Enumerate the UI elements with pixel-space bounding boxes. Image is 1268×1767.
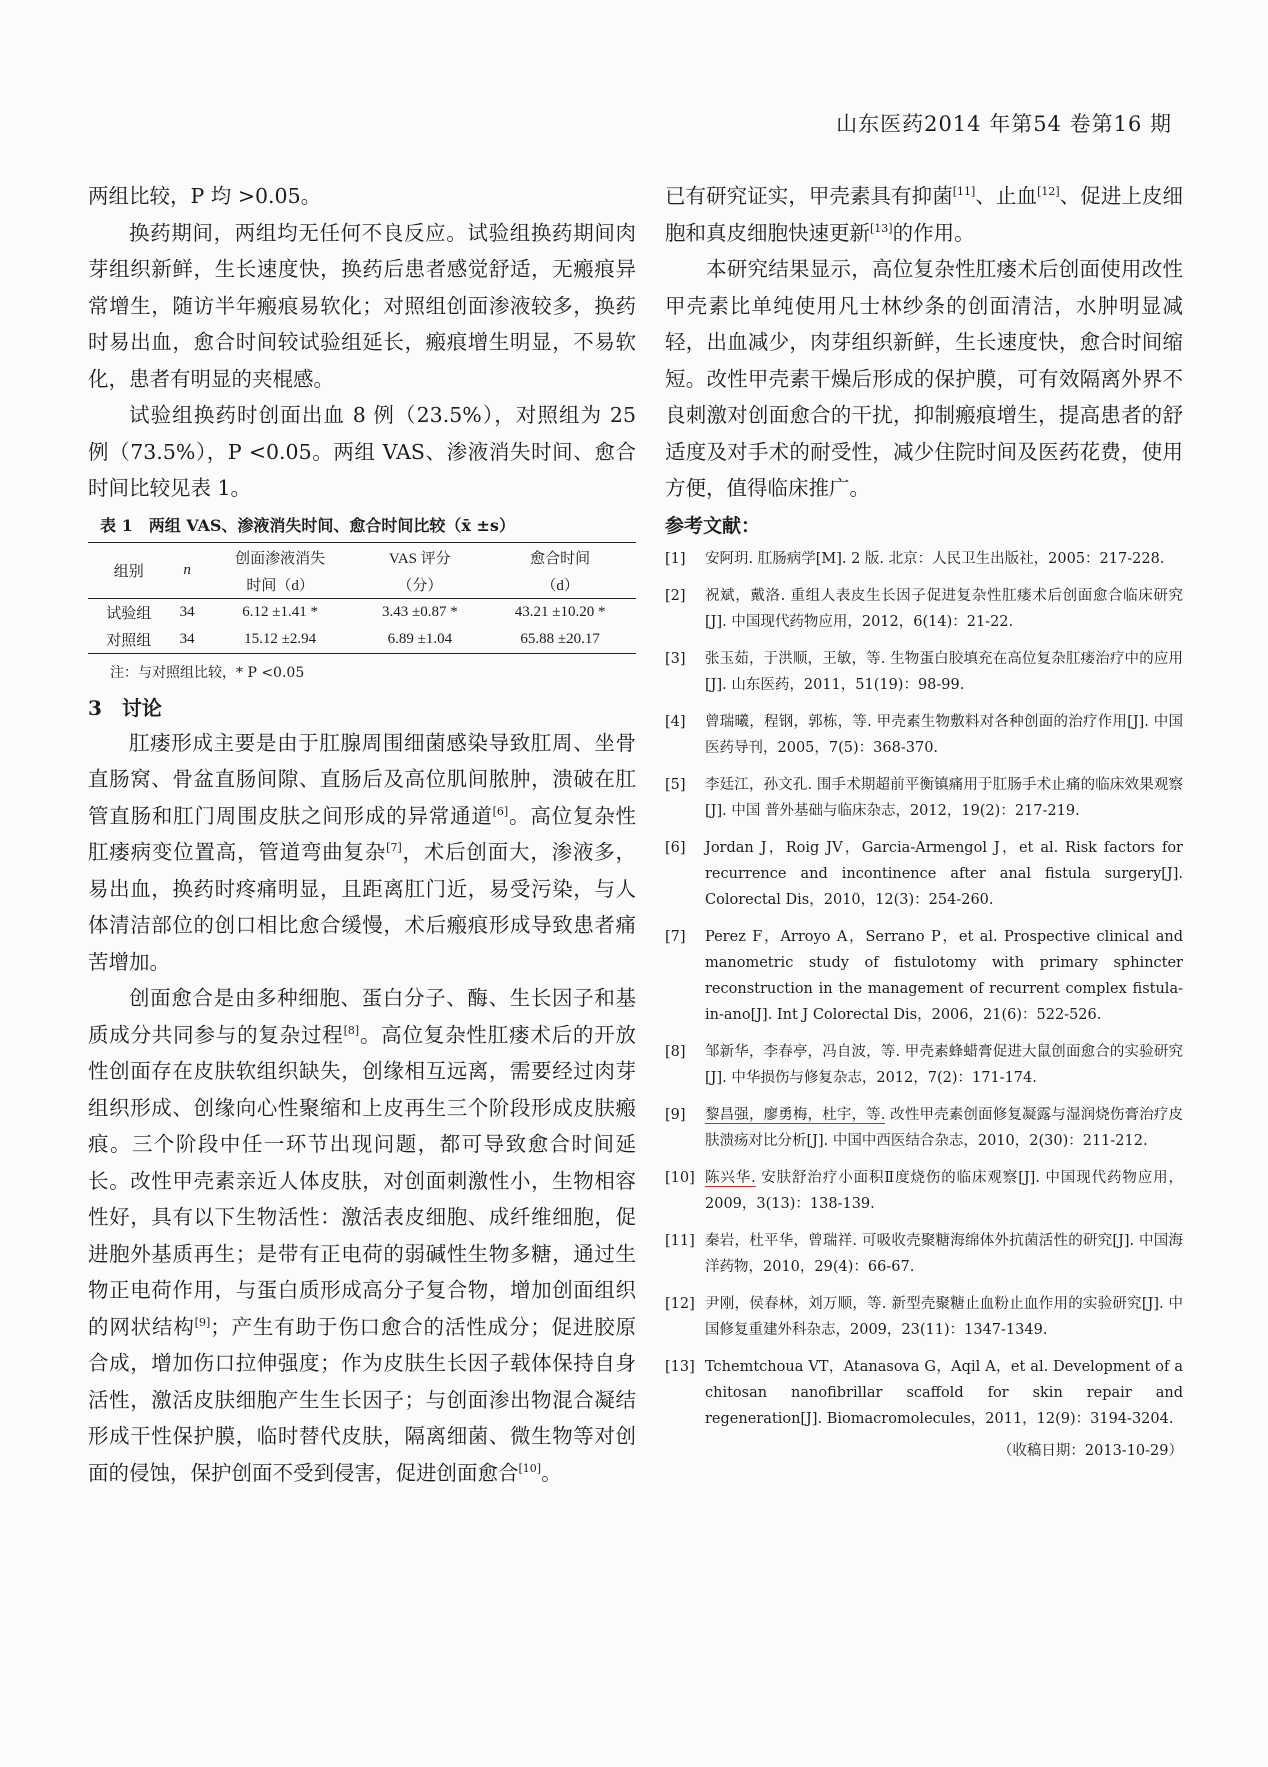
reference-item: [9] 黎昌强，廖勇梅，杜宇，等. 改性甲壳素创面修复凝露与湿润烧伤膏治疗皮肤溃疡对比分析[J]. 中国中西医结合杂志，2010，2(30)：211-212. xyxy=(665,1106,1184,1149)
reference-item: [4] 曾瑞曦，程钢，郭栋，等. 甲壳素生物敷料对各种创面的治疗作用[J]. 中国医药导刊，2005，7(5)：368-370. xyxy=(665,713,1183,756)
citation: [13] xyxy=(870,221,893,235)
table-header-exudate-unit: 时间（d） xyxy=(205,571,356,599)
received-date: （收稿日期：2013-10-29） xyxy=(997,1442,1183,1459)
section-heading: 3 讨论 xyxy=(88,695,162,720)
table-note: 注：与对照组比较，* P <0.05 xyxy=(110,664,305,681)
reference-item: [2] 祝斌，戴洛. 重组人表皮生长因子促进复杂性肛瘘术后创面愈合临床研究[J]. 中国现代药物应用，2012，6(14)：21-22. xyxy=(665,587,1183,630)
reference-item: [7] Perez F，Arroyo A，Serrano P，et al. Prospective clinical and manometric study of fistulotomy with primary sphincter reconstruction in the management of recurrent complex fistula-in-ano[J]. Int J Colorectal Dis，2006，21(6)：522-526. xyxy=(665,928,1183,1023)
paragraph: 换药期间，两组均无任何不良反应。试验组换药期间肉芽组织新鲜，生长速度快，换药后患者感觉舒适，无瘢痕异常增生，随访半年瘢痕易软化；对照组创面渗液较多，换药时易出血，愈合时间较试验组延长，瘢痕增生明显，不易软化，患者有明显的夹棍感。 xyxy=(88,220,636,391)
reference-item: [6] Jordan J，Roig JV，Garcia-Armengol J，et al. Risk factors for recurrence and incontinence after anal fistula surgery[J]. Colorectal Dis，2010，12(3)：254-260. xyxy=(665,839,1183,908)
table-header-healing-unit: （d） xyxy=(484,571,636,599)
paragraph: 本研究结果显示，高位复杂性肛瘘术后创面使用改性甲壳素比单纯使用凡士林纱条的创面清洁，水肿明显减轻，出血减少，肉芽组织新鲜，生长速度快，愈合时间缩短。改性甲壳素干燥后形成的保护膜，可有效隔离外界不良刺激对创面愈合的干扰，抑制瘢痕增生，提高患者的舒适度及对手术的耐受性，减少住院时间及医药花费，使用方便，值得临床推广。 xyxy=(665,257,1183,500)
table-cell: 34 xyxy=(179,603,195,620)
results-table xyxy=(88,542,636,654)
citation: [7] xyxy=(386,841,402,855)
reference-item: [5] 李廷江，孙文孔. 围手术期超前平衡镇痛用于肛肠手术止痛的临床效果观察[J]. 中国 普外基础与临床杂志，2012，19(2)：217-219. xyxy=(665,776,1183,819)
table-row xyxy=(88,598,636,626)
paragraph: 两组比较，P 均 >0.05。 xyxy=(88,184,322,208)
paragraph: 创面愈合是由多种细胞、蛋白分子、酶、生长因子和基质成分共同参与的复杂过程[8]。高位复杂性肛瘘术后的开放性创面存在皮肤软组织缺失，创缘相互远离，需要经过肉芽组织形成、创缘向心性聚缩和上皮再生三个阶段形成皮肤瘢痕。三个阶段中任一环节出现问题，都可导致愈合时间延长。改性甲壳素亲近人体皮肤，对创面刺激性小，生物相容性好，具有以下生物活性：激活表皮细胞、成纤维细胞，促进胞外基质再生；是带有正电荷的弱碱性生物多糖，通过生物正电荷作用，与蛋白质形成高分子复合物，增加创面组织的网状结构[9]；产生有助于伤口愈合的活性成分；促进胶原合成，增加伤口拉伸强度；作为皮肤生长因子载体保持自身活性，激活皮肤细胞产生生长因子；与创面渗出物混合凝结形成干性保护膜，临时替代皮肤，隔离细菌、微生物等对创面的侵蚀，保护创面不受到侵害，促进创面愈合[10]。 xyxy=(88,986,637,1485)
table-cell: 6.89 ±1.04 xyxy=(355,626,484,654)
reference-item: [3] 张玉茹，于洪顺，王敏，等. 生物蛋白胶填充在高位复杂肛瘘治疗中的应用[J]. 山东医药，2011，51(19)：98-99. xyxy=(665,650,1183,693)
table-header-vas-unit: （分） xyxy=(355,571,484,599)
citation: [8] xyxy=(343,1023,360,1037)
left-column xyxy=(88,178,636,1491)
handwritten-underline: 陈兴华. xyxy=(705,1169,756,1186)
table-header-healing: 愈合时间 xyxy=(484,542,636,571)
references-heading: 参考文献： xyxy=(665,514,761,537)
table-row xyxy=(88,626,636,654)
table-cell: 6.12 ±1.41 * xyxy=(242,603,319,620)
table-header-vas: VAS 评分 xyxy=(355,542,484,571)
reference-item: [8] 邹新华，李春亭，冯自波，等. 甲壳素蜂蜡膏促进大鼠创面愈合的实验研究[J]. 中华损伤与修复杂志，2012，7(2)：171-174. xyxy=(665,1043,1183,1086)
paragraph: 肛瘘形成主要是由于肛腺周围细菌感染导致肛周、坐骨直肠窝、骨盆直肠间隙、直肠后及高位肌间脓肿，溃破在肛管直肠和肛门周围皮肤之间形成的异常通道[6]。高位复杂性肛瘘病变位置高，管道弯曲复杂[7]，术后创面大，渗液多，易出血，换药时疼痛明显，且距离肛门近，易受污染，与人体清洁部位的创口相比愈合缓慢，术后瘢痕形成导致患者痛苦增加。 xyxy=(88,730,637,974)
reference-item: [12] 尹刚，侯春林，刘万顺，等. 新型壳聚糖止血粉止血作用的实验研究[J]. 中国修复重建外科杂志，2009，23(11)：1347-1349. xyxy=(665,1295,1183,1338)
table-cell: 试验组 xyxy=(106,605,152,622)
table-cell: 15.12 ±2.94 xyxy=(205,626,356,654)
table-cell: 43.21 ±10.20 * xyxy=(514,603,606,620)
journal-header: 山东医药2014 年第54 卷第16 期 xyxy=(836,112,1172,136)
reference-list xyxy=(665,546,1183,1432)
citation: [12] xyxy=(1037,185,1060,199)
citation: [11] xyxy=(952,185,976,199)
reference-item: [11] 秦岩，杜平华，曾瑞祥. 可吸收壳聚糖海绵体外抗菌活性的研究[J]. 中国海洋药物，2010，29(4)：66-67. xyxy=(665,1232,1183,1275)
table-cell: 65.88 ±20.17 xyxy=(484,626,636,654)
table-header-group: 组别 xyxy=(88,542,169,598)
citation: [6] xyxy=(492,804,509,818)
reference-item: [10] 陈兴华. 安肤舒治疗小面积Ⅱ度烧伤的临床观察[J]. 中国现代药物应用，2009，3(13)：138-139. xyxy=(665,1169,1184,1212)
reference-item: [1] 安阿玥. 肛肠病学[M]. 2 版. 北京：人民卫生出版社，2005：217-228. xyxy=(665,550,1165,567)
reference-item: [13] Tchemtchoua VT，Atanasova G，Aqil A，et al. Development of a chitosan nanofibrillar scaffold for skin repair and regeneration[J]. Biomacromolecules，2011，12(9)：3194-3204. xyxy=(665,1358,1183,1427)
table-header-n: n xyxy=(169,542,204,598)
paragraph: 已有研究证实，甲壳素具有抑菌[11]、止血[12]、促进上皮细胞和真皮细胞快速更新[13]的作用。 xyxy=(665,184,1183,245)
table-header-exudate: 创面渗液消失 xyxy=(205,542,356,571)
table-title: 表 1 两组 VAS、渗液消失时间、愈合时间比较（x̄ ±s） xyxy=(100,515,515,535)
right-column xyxy=(665,178,1183,1460)
handwritten-underline: 黎昌强，廖勇梅，杜宇，等. xyxy=(705,1106,886,1123)
table-cell: 3.43 ±0.87 * xyxy=(381,603,458,620)
table-cell: 对照组 xyxy=(88,626,169,654)
table-cell: 34 xyxy=(169,626,204,654)
citation: [9] xyxy=(194,1315,211,1329)
citation: [10] xyxy=(518,1461,542,1475)
paragraph: 试验组换药时创面出血 8 例（23.5%），对照组为 25 例（73.5%），P <0.05。两组 VAS、渗液消失时间、愈合时间比较见表 1。 xyxy=(88,403,636,500)
